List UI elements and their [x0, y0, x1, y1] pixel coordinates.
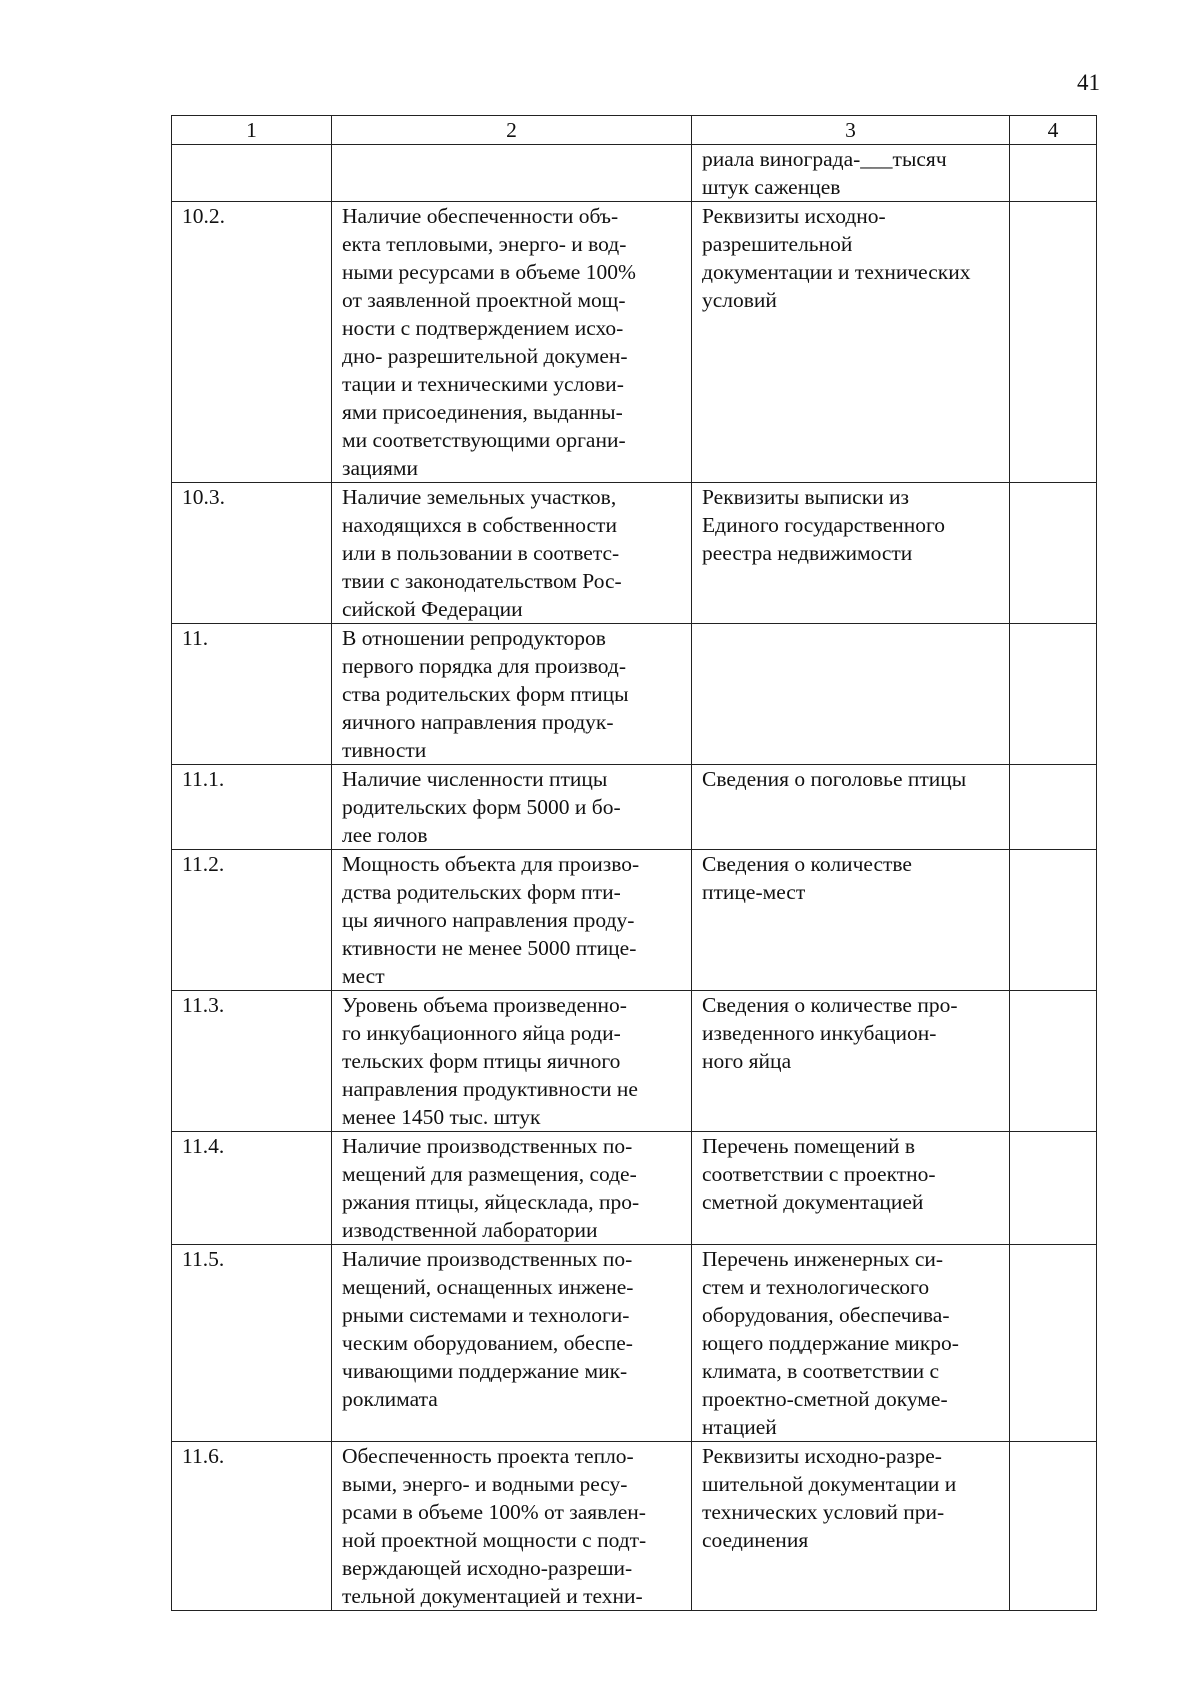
mark-cell [1010, 850, 1097, 991]
criterion-cell-line: Обеспеченность проекта тепло- [342, 1444, 634, 1468]
document-cell-line: технических условий при- [702, 1500, 945, 1524]
table-row [172, 202, 1097, 483]
criterion-cell-line: тельной документацией и техни- [342, 1584, 643, 1608]
criterion-cell-line: тельских форм птицы яичного [342, 1049, 621, 1073]
criterion-cell-line: родительских форм 5000 и бо- [342, 795, 621, 819]
document-cell [692, 991, 1010, 1132]
document-cell-line: разрешительной [702, 232, 853, 256]
mark-cell [1010, 991, 1097, 1132]
document-cell-line: проектно-сметной докуме- [702, 1387, 948, 1411]
criterion-cell-line: ми соответствующими органи- [342, 428, 626, 452]
document-cell-line: реестра недвижимости [702, 541, 913, 565]
column-header-2: 2 [332, 116, 692, 145]
document-cell-line: Единого государственного [702, 513, 945, 537]
criterion-cell-line: ческим оборудованием, обеспе- [342, 1331, 633, 1355]
document-cell [692, 1132, 1010, 1245]
criterion-cell-line: ства родительских форм птицы [342, 682, 629, 706]
criterion-cell-line: направления продуктивности не [342, 1077, 638, 1101]
document-cell-line: соединения [702, 1528, 809, 1552]
document-cell-line: Перечень инженерных си- [702, 1247, 944, 1271]
criterion-cell [332, 145, 692, 202]
criterion-cell [332, 850, 692, 991]
document-cell-line: условий [702, 288, 777, 312]
table-row [172, 850, 1097, 991]
criterion-cell-line: го инкубационного яйца роди- [342, 1021, 621, 1045]
document-cell-line: климата, в соответствии с [702, 1359, 940, 1383]
document-cell-line: ющего поддержание микро- [702, 1331, 959, 1355]
document-cell-line: Сведения о количестве про- [702, 993, 958, 1017]
mark-cell [1010, 202, 1097, 483]
table-row [172, 483, 1097, 624]
criterion-cell [332, 991, 692, 1132]
criterion-cell-line: от заявленной проектной мощ- [342, 288, 626, 312]
criterion-cell-line: Наличие обеспеченности объ- [342, 204, 619, 228]
document-cell-line: оборудования, обеспечива- [702, 1303, 950, 1327]
document-cell [692, 624, 1010, 765]
criterion-cell-line: Наличие численности птицы [342, 767, 608, 791]
table-row [172, 991, 1097, 1132]
criterion-cell-line: В отношении репродукторов [342, 626, 606, 650]
mark-cell [1010, 1132, 1097, 1245]
criterion-cell-line: дства родительских форм пти- [342, 880, 621, 904]
document-cell [692, 850, 1010, 991]
criterion-cell-line: выми, энерго- и водными ресу- [342, 1472, 628, 1496]
criterion-cell-line: мест [342, 964, 385, 988]
row-number-cell [172, 145, 332, 202]
criterion-cell-line: мещений для размещения, соде- [342, 1162, 637, 1186]
document-cell-line: штук саженцев [702, 175, 841, 199]
criterion-cell-line: ности с подтверждением исхо- [342, 316, 624, 340]
document-cell-line: птице-мест [702, 880, 806, 904]
document-cell-line: Реквизиты выписки из [702, 485, 910, 509]
page-number: 41 [1077, 70, 1100, 95]
document-cell-line: стем и технологического [702, 1275, 930, 1299]
document-cell-line: шительной документации и [702, 1472, 957, 1496]
criterion-cell-line: твии с законодательством Рос- [342, 569, 622, 593]
criteria-table [171, 115, 1097, 1611]
criterion-cell-line: ными ресурсами в объеме 100% [342, 260, 636, 284]
document-cell-line: Реквизиты исходно- [702, 204, 886, 228]
criterion-cell-line: изводственной лаборатории [342, 1218, 598, 1242]
table-row [172, 624, 1097, 765]
row-number-cell: 11.3. [172, 991, 332, 1132]
criterion-cell-line: рными системами и технологи- [342, 1303, 630, 1327]
criterion-cell-line: рсами в объеме 100% от заявлен- [342, 1500, 646, 1524]
criterion-cell-line: роклимата [342, 1387, 438, 1411]
column-header-4: 4 [1010, 116, 1097, 145]
criterion-cell [332, 1245, 692, 1442]
mark-cell [1010, 624, 1097, 765]
table-row [172, 765, 1097, 850]
criterion-cell [332, 624, 692, 765]
criterion-cell-line: тации и техническими услови- [342, 372, 624, 396]
document-cell-line: риала винограда-___тысяч [702, 147, 947, 171]
criterion-cell-line: сийской Федерации [342, 597, 523, 621]
row-number-cell: 10.3. [172, 483, 332, 624]
criterion-cell-line: мещений, оснащенных инжене- [342, 1275, 634, 1299]
document-cell [692, 1442, 1010, 1611]
mark-cell [1010, 1245, 1097, 1442]
row-number-cell: 11.5. [172, 1245, 332, 1442]
criterion-cell-line: Наличие производственных по- [342, 1134, 633, 1158]
criterion-cell [332, 1132, 692, 1245]
criterion-cell-line: Уровень объема произведенно- [342, 993, 627, 1017]
criterion-cell-line: лее голов [342, 823, 428, 847]
column-header-3: 3 [692, 116, 1010, 145]
criterion-cell-line: первого порядка для производ- [342, 654, 627, 678]
mark-cell [1010, 145, 1097, 202]
row-number-cell: 10.2. [172, 202, 332, 483]
document-cell [692, 765, 1010, 850]
criterion-cell [332, 765, 692, 850]
row-number-cell: 11. [172, 624, 332, 765]
criterion-cell-line: цы яичного направления проду- [342, 908, 635, 932]
mark-cell [1010, 483, 1097, 624]
document-cell [692, 145, 1010, 202]
criterion-cell-line: ктивности не менее 5000 птице- [342, 936, 637, 960]
document-cell-line: ного яйца [702, 1049, 792, 1073]
criterion-cell-line: тивности [342, 738, 427, 762]
criterion-cell-line: ной проектной мощности с подт- [342, 1528, 647, 1552]
document-cell [692, 483, 1010, 624]
row-number-cell: 11.6. [172, 1442, 332, 1611]
document-cell-line: сметной документацией [702, 1190, 924, 1214]
document-cell [692, 1245, 1010, 1442]
criterion-cell [332, 202, 692, 483]
table-header-row [172, 116, 1097, 145]
criterion-cell-line: яичного направления продук- [342, 710, 614, 734]
criterion-cell-line: ями присоединения, выданны- [342, 400, 623, 424]
document-cell-line: соответствии с проектно- [702, 1162, 936, 1186]
criterion-cell-line: дно- разрешительной докумен- [342, 344, 628, 368]
row-number-cell: 11.1. [172, 765, 332, 850]
criterion-cell-line: Наличие производственных по- [342, 1247, 633, 1271]
criterion-cell [332, 483, 692, 624]
row-number-cell: 11.2. [172, 850, 332, 991]
document-cell-line: документации и технических [702, 260, 971, 284]
table-row [172, 1245, 1097, 1442]
criterion-cell-line: ржания птицы, яйцесклада, про- [342, 1190, 640, 1214]
table-row [172, 1132, 1097, 1245]
criterion-cell-line: екта тепловыми, энерго- и вод- [342, 232, 627, 256]
document-cell [692, 202, 1010, 483]
document-cell-line: Реквизиты исходно-разре- [702, 1444, 942, 1468]
criterion-cell-line: верждающей исходно-разреши- [342, 1556, 633, 1580]
criterion-cell-line: менее 1450 тыс. штук [342, 1105, 541, 1129]
table-row [172, 1442, 1097, 1611]
table-row [172, 145, 1097, 202]
criterion-cell-line: зациями [342, 456, 419, 480]
document-cell-line: Сведения о количестве [702, 852, 912, 876]
criterion-cell-line: чивающими поддержание мик- [342, 1359, 628, 1383]
document-cell-line: нтацией [702, 1415, 777, 1439]
document-cell-line: Сведения о поголовье птицы [702, 767, 967, 791]
mark-cell [1010, 765, 1097, 850]
row-number-cell: 11.4. [172, 1132, 332, 1245]
criterion-cell [332, 1442, 692, 1611]
column-header-1: 1 [172, 116, 332, 145]
criterion-cell-line: Мощность объекта для произво- [342, 852, 640, 876]
criterion-cell-line: Наличие земельных участков, [342, 485, 617, 509]
criterion-cell-line: или в пользовании в соответс- [342, 541, 620, 565]
document-cell-line: Перечень помещений в [702, 1134, 916, 1158]
criterion-cell-line: находящихся в собственности [342, 513, 617, 537]
mark-cell [1010, 1442, 1097, 1611]
document-cell-line: изведенного инкубацион- [702, 1021, 937, 1045]
table-body [172, 145, 1097, 1611]
